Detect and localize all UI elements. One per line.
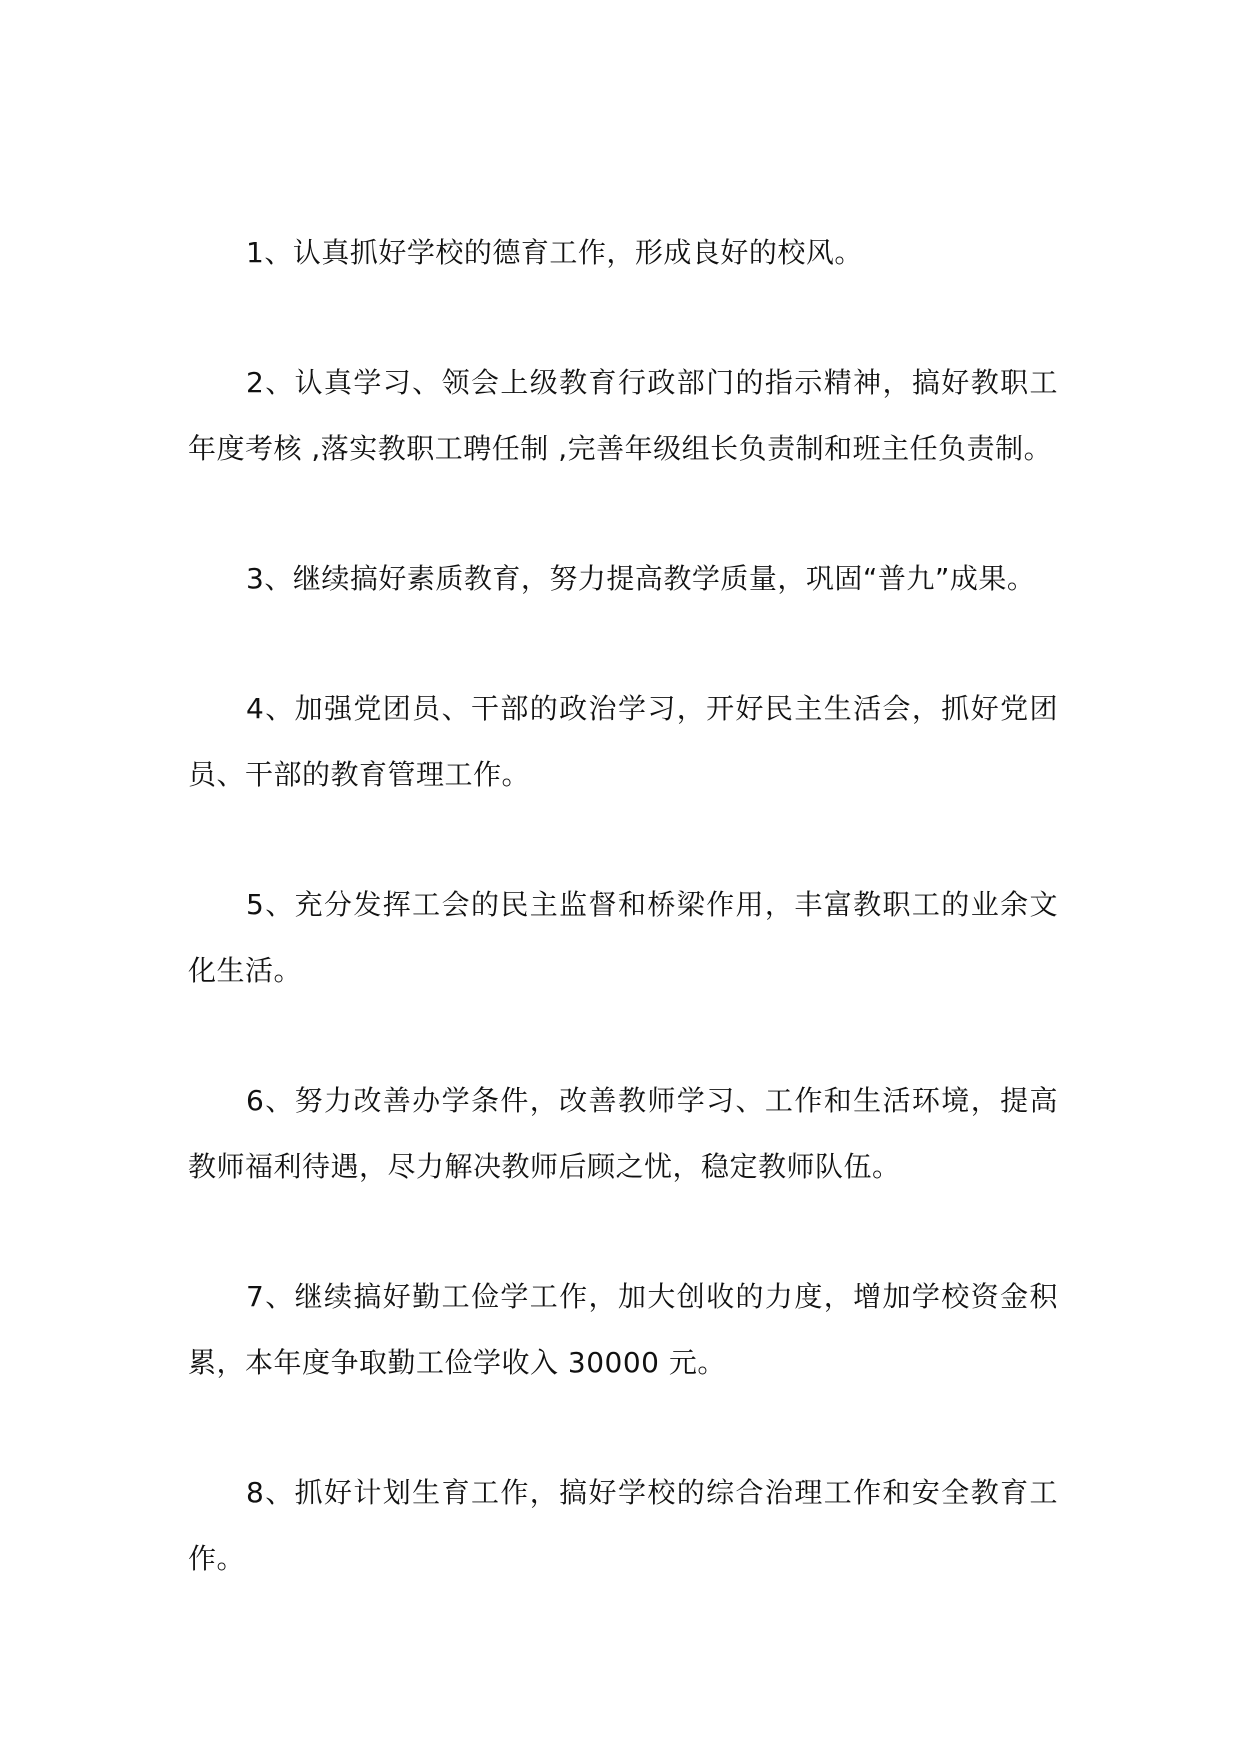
paragraph-item-1: 1、认真抓好学校的德育工作，形成良好的校风。 — [246, 236, 863, 269]
paragraph-item-5: 5、充分发挥工会的民主监督和桥梁作用，丰富教职工的业余文化生活。 — [188, 888, 1058, 987]
paragraph-item-6: 6、努力改善办学条件，改善教师学习、工作和生活环境，提高教师福利待遇，尽力解决教师后顾之忧，稳定教师队伍。 — [188, 1084, 1058, 1183]
paragraph-item-3: 3、继续搞好素质教育，努力提高教学质量，巩固“普九”成果。 — [246, 562, 1036, 595]
paragraph-item-8: 8、抓好计划生育工作，搞好学校的综合治理工作和安全教育工作。 — [188, 1476, 1058, 1575]
paragraph-item-7: 7、继续搞好勤工俭学工作，加大创收的力度，增加学校资金积累，本年度争取勤工俭学收入 30000 元。 — [188, 1280, 1058, 1379]
paragraph-item-2: 2、认真学习、领会上级教育行政部门的指示精神，搞好教职工年度考核 ,落实教职工聘任制 ,完善年级组长负责制和班主任负责制。 — [188, 366, 1058, 465]
paragraph-item-4: 4、加强党团员、干部的政治学习，开好民主生活会，抓好党团员、干部的教育管理工作。 — [188, 692, 1058, 791]
document-body — [188, 220, 1058, 1592]
